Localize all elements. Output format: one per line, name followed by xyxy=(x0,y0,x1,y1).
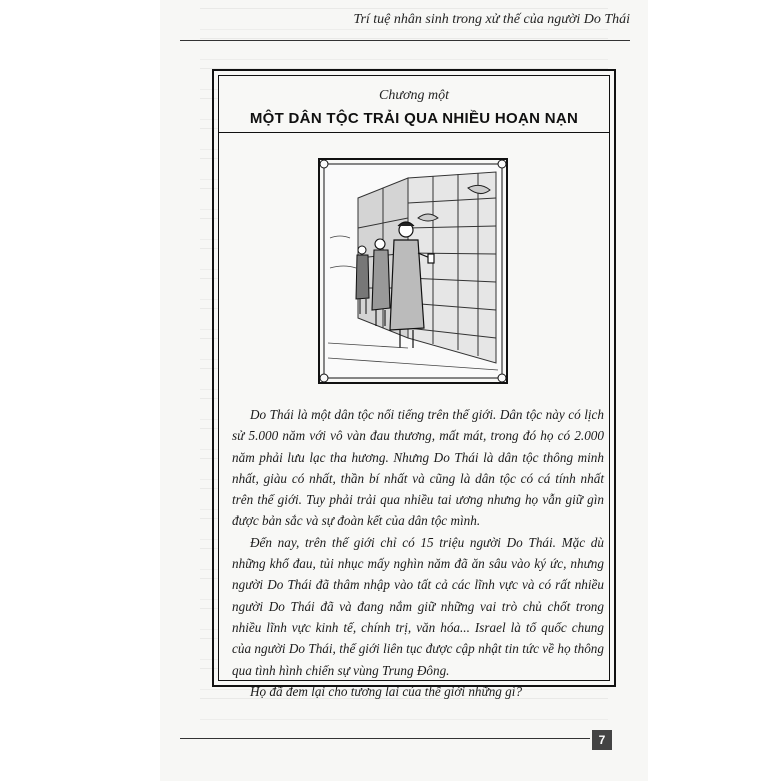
running-header: Trí tuệ nhân sinh trong xử thế của người Do Thái xyxy=(353,12,630,27)
chapter-label: Chương một xyxy=(379,88,449,103)
chapter-title: MỘT DÂN TỘC TRẢI QUA NHIỀU HOẠN NẠN xyxy=(249,110,579,127)
paragraph-1: Do Thái là một dân tộc nổi tiếng trên thế giới. Dân tộc này có lịch sử 5.000 năm với vô vàn đau thương, mất mát, trong đó họ có 2.000 năm phải lưu lạc tha hương. Nhưng Do Thái là dân tộc thông minh nhất, giàu có nhất, thần bí nhất và cũng là dân tộc có cá tính nhất trên thế giới. Tuy phải trải qua nhiều tai ương nhưng họ vẫn giữ gìn được bản sắc và sự đoàn kết của dân tộc mình. xyxy=(232,407,604,529)
title-rule xyxy=(218,132,610,133)
paragraph-2: Đến nay, trên thế giới chỉ có 15 triệu người Do Thái. Mặc dù những khổ đau, tủi nhục mấy nghìn năm đã ăn sâu vào ký ức, nhưng người Do Thái đã thâm nhập vào tất cả các lĩnh vực và có rất nhiều người Do Thái đã và đang nắm giữ những vai trò chủ chốt trong nhiều lĩnh vực kinh tế, chính trị, văn hóa... Israel là tổ quốc chung của người Do Thái, thế giới liên tục được cập nhật tin tức về họ thông qua tình hình chiến sự vùng Trung Đông. xyxy=(232,534,604,678)
page-number: 7 xyxy=(592,730,612,750)
chapter-body-text xyxy=(232,404,604,702)
wailing-wall-illustration xyxy=(318,158,508,384)
paragraph-3: Họ đã đem lại cho tương lai của thế giới những gì? xyxy=(250,683,523,699)
header-rule xyxy=(180,40,630,41)
footer-rule xyxy=(180,738,590,739)
